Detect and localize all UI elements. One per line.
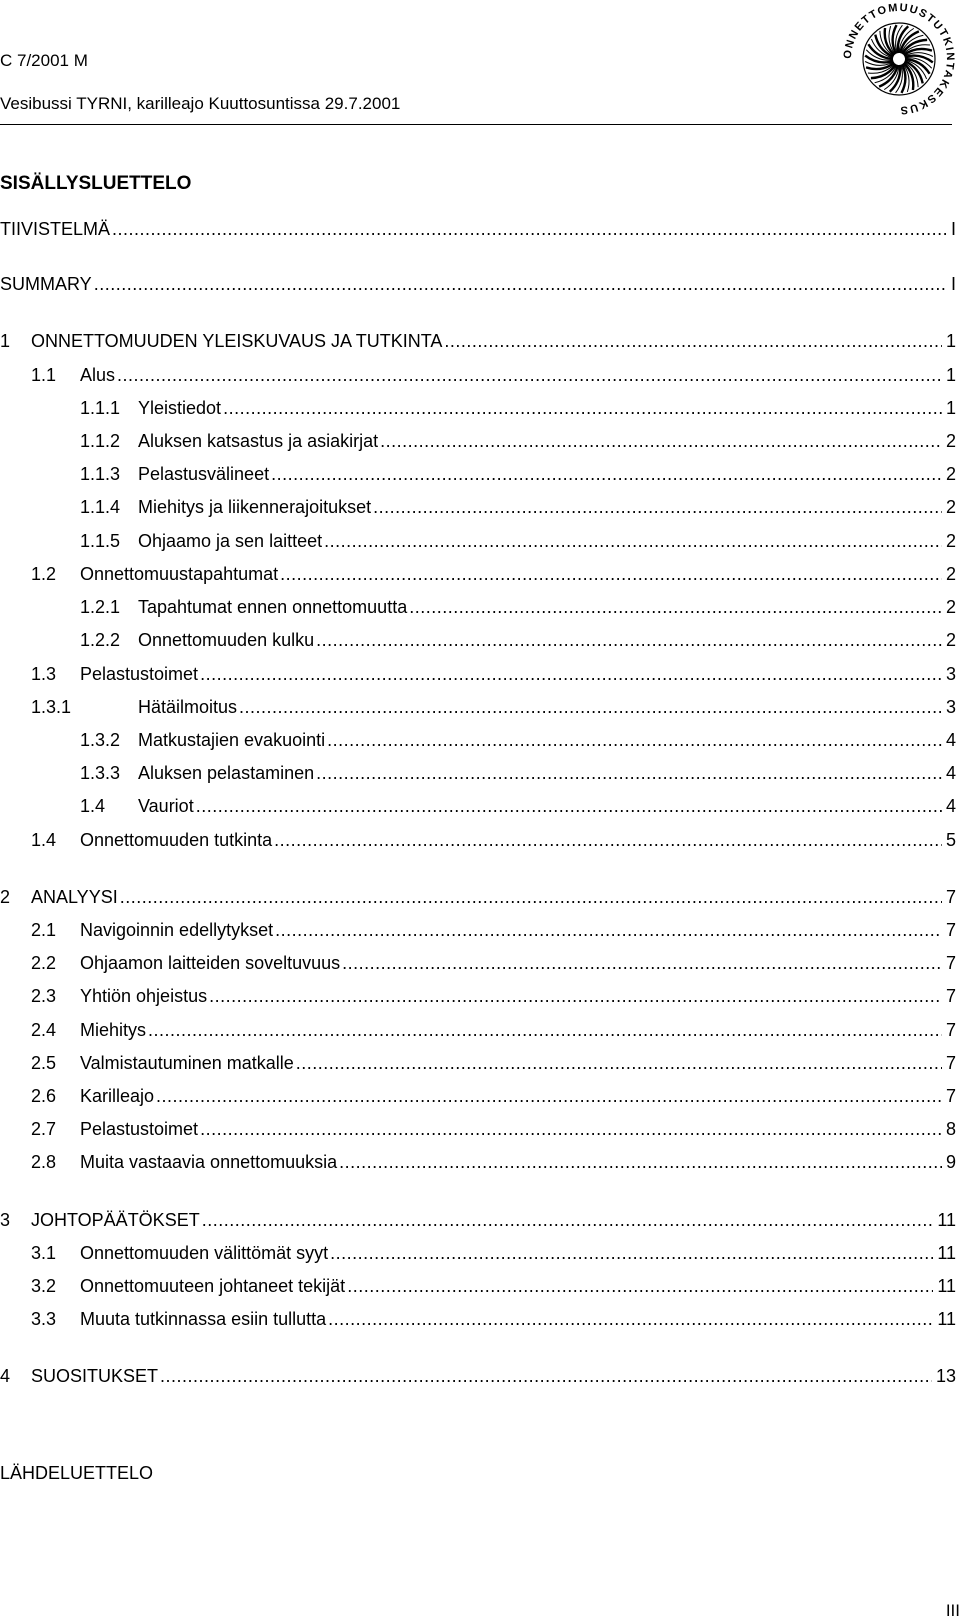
toc-leader-dots: [94, 271, 947, 297]
toc-entry-title: Navigoinnin edellytykset: [80, 920, 274, 940]
toc-entry-page: 1: [945, 398, 956, 418]
toc-entry[interactable]: [0, 727, 956, 753]
toc-entry-number: 2.8: [31, 1152, 57, 1172]
toc-entry-title: Valmistautuminen matkalle: [80, 1053, 294, 1073]
toc-entry-number: 1.4: [80, 796, 106, 816]
toc-entry-page: 5: [945, 830, 956, 850]
toc-entry-number: 2.6: [31, 1086, 57, 1106]
toc-entry-title: Onnettomuuden tutkinta: [80, 830, 273, 850]
toc-entry-page: 7: [945, 1086, 956, 1106]
toc-leader-dots: [316, 627, 942, 653]
toc-entry[interactable]: [0, 494, 956, 520]
toc-entry[interactable]: [0, 395, 956, 421]
toc-leader-dots: [328, 1306, 933, 1332]
toc-entry-number: 1.1.3: [80, 464, 121, 484]
toc-leader-dots: [274, 827, 942, 853]
toc-entry[interactable]: [0, 1306, 956, 1332]
toc-entry-page: 7: [945, 986, 956, 1006]
toc-entry-page: 9: [945, 1152, 956, 1172]
toc-leader-dots: [223, 395, 942, 421]
toc-entry-number: 1.1: [31, 365, 57, 385]
toc-entry-number: 1.2.2: [80, 630, 121, 650]
toc-leader-dots: [380, 428, 942, 454]
toc-entry-page: 2: [945, 564, 956, 584]
toc-entry[interactable]: [0, 661, 956, 687]
toc-entry-number: 2.2: [31, 953, 57, 973]
toc-entry-number: 1: [0, 331, 11, 351]
toc-entry-page: 2: [945, 531, 956, 551]
toc-entry-number: 2.1: [31, 920, 57, 940]
toc-entry-title: SUMMARY: [0, 274, 92, 294]
toc-entry[interactable]: [0, 216, 956, 242]
toc-entry-title: Yleistiedot: [138, 398, 222, 418]
toc-entry-title: JOHTOPÄÄTÖKSET: [31, 1210, 200, 1230]
toc-entry-title: Onnettomuuden välittömät syyt: [80, 1243, 329, 1263]
toc-entry-title: TIIVISTELMÄ: [0, 219, 111, 239]
toc-final-heading[interactable]: [0, 1460, 956, 1486]
toc-entry-title: Tapahtumat ennen onnettomuutta: [138, 597, 408, 617]
toc-entry-title: Ohjaamon laitteiden soveltuvuus: [80, 953, 341, 973]
toc-entry[interactable]: [0, 694, 956, 720]
toc-entry-page: 2: [945, 630, 956, 650]
toc-entry-title: Aluksen katsastus ja asiakirjat: [138, 431, 379, 451]
toc-leader-dots: [112, 216, 947, 242]
toc-leader-dots: [239, 694, 942, 720]
toc-leader-dots: [160, 1363, 932, 1389]
toc-entry[interactable]: [0, 827, 956, 853]
document-subtitle: Vesibussi TYRNI, karilleajo Kuuttosuntissa 29.7.2001: [0, 94, 401, 113]
toc-leader-dots: [156, 1083, 942, 1109]
toc-entry-number: 2.5: [31, 1053, 57, 1073]
toc-leader-dots: [409, 594, 942, 620]
toc-entry[interactable]: [0, 983, 956, 1009]
toc-entry-number: 2.3: [31, 986, 57, 1006]
toc-entry-title: Ohjaamo ja sen laitteet: [138, 531, 323, 551]
toc-entry-page: 7: [945, 953, 956, 973]
toc-entry-number: 3: [0, 1210, 11, 1230]
toc-entry-number: 1.1.1: [80, 398, 121, 418]
toc-entry-title: Onnettomuustapahtumat: [80, 564, 279, 584]
toc-entry-title: Matkustajien evakuointi: [138, 730, 326, 750]
toc-entry[interactable]: [0, 627, 956, 653]
toc-entry[interactable]: [0, 1273, 956, 1299]
toc-entry-page: 1: [945, 365, 956, 385]
toc-entry-page: 2: [945, 597, 956, 617]
toc-entry-title: Onnettomuuden kulku: [138, 630, 315, 650]
toc-entry-page: 2: [945, 431, 956, 451]
toc-entry-page: 11: [937, 1276, 956, 1296]
toc-leader-dots: [316, 760, 942, 786]
document-id: C 7/2001 M: [0, 51, 88, 70]
toc-leader-dots: [202, 1207, 934, 1233]
toc-entry-title: Hätäilmoitus: [138, 697, 238, 717]
toc-title: SISÄLLYSLUETTELO: [0, 173, 192, 194]
toc-entry-number: 1.3.2: [80, 730, 121, 750]
toc-leader-dots: [271, 461, 942, 487]
toc-entry-page: 1: [945, 331, 956, 351]
toc-entry-number: 4: [0, 1366, 11, 1386]
toc-entry-page: 2: [945, 464, 956, 484]
toc-entry[interactable]: [0, 328, 956, 354]
toc-entry-number: 1.3.3: [80, 763, 121, 783]
toc-entry-number: 2.4: [31, 1020, 57, 1040]
toc-entry[interactable]: [0, 1116, 956, 1142]
svg-text:ONNETTOMUUSTUTKINTAKESKUS: [842, 2, 956, 116]
toc-entry-number: 3.2: [31, 1276, 57, 1296]
toc-entry-title: ANALYYSI: [31, 887, 118, 907]
toc-entry-page: 11: [937, 1309, 956, 1329]
toc-entry-title: LÄHDELUETTELO: [0, 1463, 154, 1483]
toc-entry[interactable]: [0, 917, 956, 943]
toc-entry-page: 11: [937, 1243, 956, 1263]
header-divider: [0, 124, 952, 125]
toc-entry-number: 1.1.4: [80, 497, 121, 517]
toc-leader-dots: [209, 983, 942, 1009]
toc-entry[interactable]: [0, 1207, 956, 1233]
toc-entry[interactable]: [0, 594, 956, 620]
toc-entry-page: I: [950, 219, 956, 239]
toc-entry-title: Muuta tutkinnassa esiin tullutta: [80, 1309, 327, 1329]
toc-entry[interactable]: [0, 561, 956, 587]
toc-entry-title: Pelastustoimet: [80, 664, 199, 684]
toc-entry-page: 7: [945, 920, 956, 940]
toc-entry[interactable]: [0, 271, 956, 297]
toc-entry-title: ONNETTOMUUDEN YLEISKUVAUS JA TUTKINTA: [31, 331, 443, 351]
toc-entry-number: 1.1.5: [80, 531, 121, 551]
toc-entry[interactable]: [0, 1363, 956, 1389]
toc-leader-dots: [117, 362, 942, 388]
toc-entry-number: 1.4: [31, 830, 57, 850]
toc-entry-title: Miehitys ja liikennerajoitukset: [138, 497, 372, 517]
toc-entry-title: Muita vastaavia onnettomuuksia: [80, 1152, 338, 1172]
toc-leader-dots: [275, 917, 942, 943]
toc-leader-dots: [342, 950, 942, 976]
toc-entry-number: 3.1: [31, 1243, 57, 1263]
toc-entry-title: Vauriot: [138, 796, 194, 816]
toc-entry-page: 7: [945, 1020, 956, 1040]
toc-entry-title: Onnettomuuteen johtaneet tekijät: [80, 1276, 346, 1296]
toc-entry-title: Alus: [80, 365, 116, 385]
toc-leader-dots: [339, 1149, 942, 1175]
toc-entry-page: 7: [945, 887, 956, 907]
toc-entry-number: 2: [0, 887, 11, 907]
toc-leader-dots: [373, 494, 942, 520]
toc-leader-dots: [120, 884, 942, 910]
toc-entry-title: Pelastusvälineet: [138, 464, 270, 484]
toc-entry-page: I: [950, 274, 956, 294]
toc-entry[interactable]: [0, 760, 956, 786]
toc-entry-page: 3: [945, 664, 956, 684]
accident-investigation-board-logo: [840, 0, 958, 118]
toc-entry-title: Karilleajo: [80, 1086, 155, 1106]
toc-leader-dots: [347, 1273, 933, 1299]
toc-entry[interactable]: [0, 1050, 956, 1076]
toc-entry-page: 7: [945, 1053, 956, 1073]
page-number: III: [945, 1601, 960, 1620]
toc-entry-title: Miehitys: [80, 1020, 147, 1040]
toc-entry[interactable]: [0, 1017, 956, 1043]
toc-entry[interactable]: [0, 1083, 956, 1109]
toc-entry-title: SUOSITUKSET: [31, 1366, 159, 1386]
toc-leader-dots: [148, 1017, 942, 1043]
toc-leader-dots: [444, 328, 942, 354]
toc-leader-dots: [200, 661, 942, 687]
toc-entry-title: Aluksen pelastaminen: [138, 763, 315, 783]
toc-entry-number: 3.3: [31, 1309, 57, 1329]
toc-entry-title: Pelastustoimet: [80, 1119, 199, 1139]
logo-text: ONNETTOMUUSTUTKINTAKESKUS: [841, 1, 957, 117]
toc-entry[interactable]: [0, 950, 956, 976]
toc-leader-dots: [330, 1240, 933, 1266]
toc-entry-number: 2.7: [31, 1119, 57, 1139]
toc-entry[interactable]: [0, 362, 956, 388]
toc-leader-dots: [196, 793, 942, 819]
toc-entry-page: 4: [945, 796, 956, 816]
toc-entry-title: Yhtiön ohjeistus: [80, 986, 208, 1006]
toc-entry-page: 13: [935, 1366, 956, 1386]
toc-leader-dots: [296, 1050, 942, 1076]
toc-entry[interactable]: [0, 428, 956, 454]
toc-entry-page: 4: [945, 763, 956, 783]
toc-entry-page: 2: [945, 497, 956, 517]
toc-entry-page: 3: [945, 697, 956, 717]
toc-leader-dots: [200, 1116, 942, 1142]
toc-entry[interactable]: [0, 461, 956, 487]
toc-leader-dots: [280, 561, 942, 587]
toc-entry[interactable]: [0, 1240, 956, 1266]
toc-entry[interactable]: [0, 1149, 956, 1175]
toc-entry-page: 8: [945, 1119, 956, 1139]
toc-entry[interactable]: [0, 884, 956, 910]
toc-entry-number: 1.3.1: [31, 697, 72, 717]
toc-entry-page: 4: [945, 730, 956, 750]
toc-entry-number: 1.3: [31, 664, 57, 684]
toc-entry-number: 1.1.2: [80, 431, 121, 451]
toc-entry[interactable]: [0, 528, 956, 554]
toc-entry[interactable]: [0, 793, 956, 819]
toc-leader-dots: [324, 528, 942, 554]
toc-entry-number: 1.2.1: [80, 597, 121, 617]
toc-entry-number: 1.2: [31, 564, 57, 584]
toc-entry-page: 11: [937, 1210, 956, 1230]
toc-leader-dots: [327, 727, 942, 753]
